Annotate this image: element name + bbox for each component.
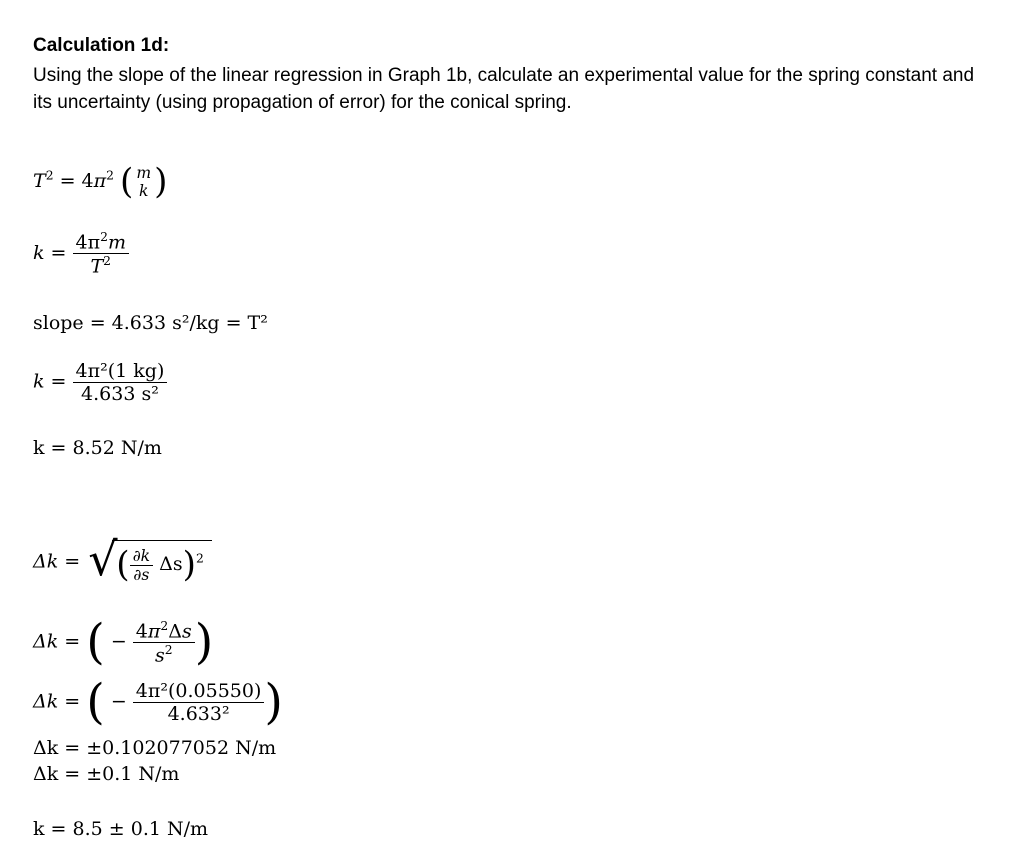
calculation-prompt: Using the slope of the linear regression in Graph 1b, calculate an experimental value for the spring constant and its uncertainty (using propagation of error) for the conical spring. — [33, 65, 975, 113]
equation-spring-constant-substituted: k = $\frac{\text{4π²(1 kg)}}{\text{4.633 s²}}$ — [33, 360, 167, 405]
equation-uncertainty-result: Δk = ±0.102077052 N/m — [33, 737, 277, 759]
equation-uncertainty-substituted: Δk = ( − $\frac{\text{4π²(0.05550)}}{\text{4.633²}}$ ) — [33, 675, 283, 730]
equation-spring-constant-result: k = 8.52 N/m — [33, 437, 162, 459]
square-root-symbol: √ ( $\frac{\partial k}{\partial s}$ Δs)$^2$ — [86, 540, 212, 585]
equation-final-result: k = 8.5 ± 0.1 N/m — [33, 818, 209, 840]
calculation-heading: Calculation 1d: — [33, 35, 170, 56]
equation-period-squared: $T^2 = 4\pi^2$ ( m k ) — [33, 162, 168, 202]
equation-slope: slope = 4.633 s²/kg = T² — [33, 312, 268, 334]
equation-spring-constant-formula: k = $\frac{4\pi^2m}{T^2}$ — [33, 230, 129, 278]
equation-uncertainty-rounded: Δk = ±0.1 N/m — [33, 763, 180, 785]
equation-propagation-of-error: Δk = √ ( $\frac{\partial k}{\partial s}$ Δs)$^2$ — [33, 540, 212, 585]
equation-uncertainty-formula: Δk = ( − $\frac{4\pi^2\Delta s}{s^2}$ ) — [33, 615, 214, 670]
